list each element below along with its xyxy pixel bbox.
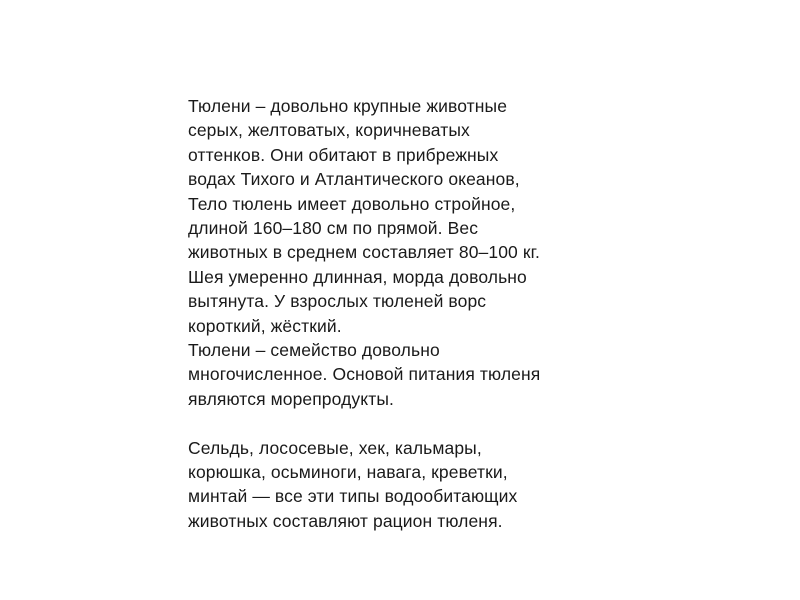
paragraph-description (188, 94, 608, 338)
text-line: животных составляют рацион тюленя. (188, 510, 503, 531)
text-line: являются морепродукты. (188, 388, 394, 409)
text-line: Тюлени – довольно крупные животные (188, 96, 508, 116)
paragraph-family (188, 338, 608, 411)
text-line: водах Тихого и Атлантического океанов, (188, 169, 520, 190)
text-line: животных в среднем составляет 80–100 кг. (188, 242, 540, 263)
text-line: Шея умеренно длинная, морда довольно (188, 266, 527, 287)
text-line: Тюлени – семейство довольно (188, 340, 440, 361)
body-text (188, 94, 608, 533)
text-line: оттенков. Они обитают в прибрежных (188, 144, 499, 165)
paragraph-diet (188, 436, 608, 534)
text-line: серых, желтоватых, коричневатых (188, 120, 470, 141)
text-line: короткий, жёсткий. (188, 315, 342, 336)
text-line: Сельдь, лососевые, хек, кальмары, (188, 437, 482, 458)
text-line: вытянута. У взрослых тюленей ворс (188, 291, 487, 312)
text-line: Тело тюлень имеет довольно стройное, (188, 193, 516, 214)
paragraph-gap (188, 411, 608, 435)
text-line: многочисленное. Основой питания тюленя (188, 364, 541, 385)
text-line: корюшка, осьминоги, навага, креветки, (188, 462, 508, 483)
text-line: минтай — все эти типы водообитающих (188, 486, 518, 507)
text-line: длиной 160–180 см по прямой. Вес (188, 218, 479, 239)
